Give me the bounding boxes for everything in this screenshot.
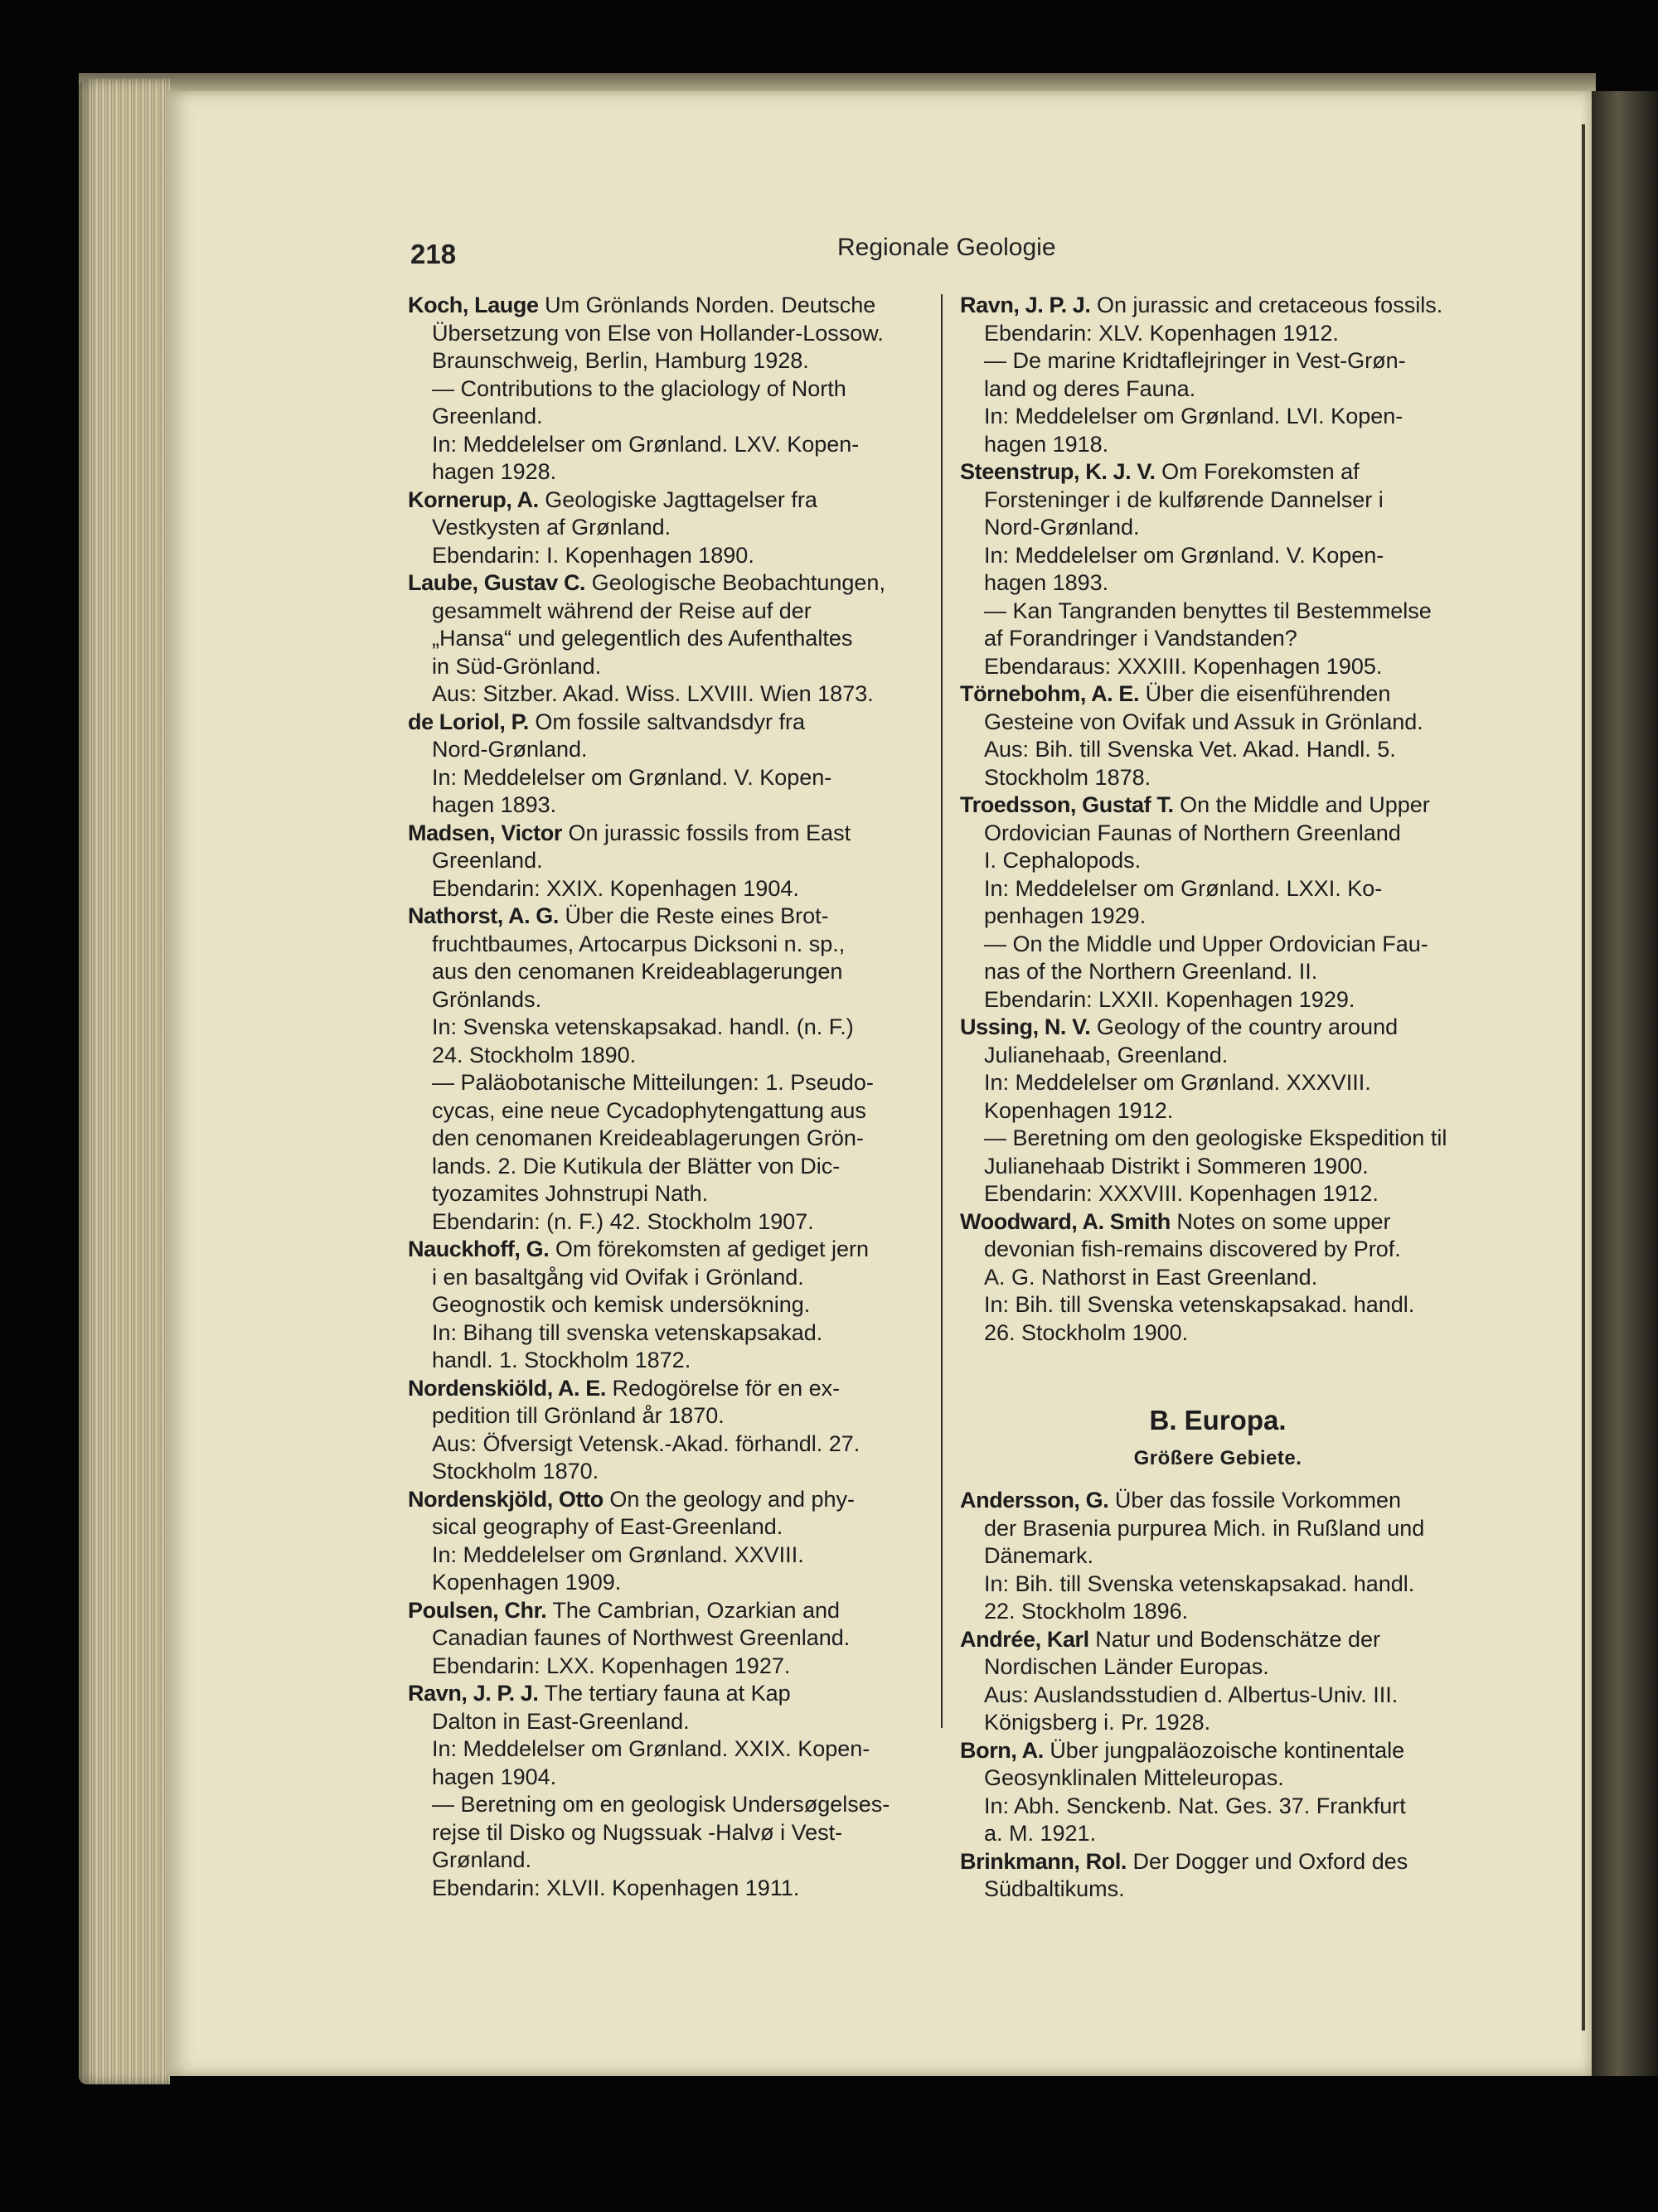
entry-text: Notes on some upper (1176, 1208, 1391, 1234)
entry-author: Steenstrup, K. J. V. (960, 459, 1156, 484)
entry-continuation-line (408, 1653, 926, 1681)
bibliography-entry (960, 1487, 1476, 1626)
entry-continuation-line (960, 1793, 1476, 1821)
entry-author: Madsen, Victor (408, 820, 562, 845)
entry-continuation-line (960, 764, 1476, 792)
entry-text: — Beretning om den geologiske Ekspedition til (984, 1125, 1447, 1150)
entry-continuation-line (960, 1264, 1476, 1292)
entry-continuation-line (960, 1653, 1476, 1682)
entry-text: Aus: Auslandsstudien d. Albertus-Univ. III. (984, 1682, 1399, 1707)
entry-text: Grønland. (432, 1847, 532, 1872)
entry-text: Ebendarin: XLV. Kopenhagen 1912. (984, 320, 1339, 346)
entry-author: Poulsen, Chr. (408, 1597, 547, 1623)
entry-text: Stockholm 1870. (432, 1459, 599, 1484)
entry-text: In: Bihang till svenska vetenskapsakad. (432, 1319, 823, 1345)
entry-text: 24. Stockholm 1890. (432, 1042, 637, 1067)
entry-text: Geosynklinalen Mitteleuropas. (984, 1765, 1284, 1790)
entry-continuation-line (960, 1291, 1476, 1319)
bibliography-entry (960, 292, 1476, 458)
entry-text: In: Meddelelser om Grønland. LXXI. Ko- (984, 875, 1383, 901)
entry-author: Andersson, G. (960, 1488, 1109, 1513)
entry-text: aus den cenomanen Kreideablagerungen (432, 959, 843, 984)
entry-text: Königsberg i. Pr. 1928. (984, 1710, 1211, 1735)
entry-first-line (960, 1208, 1476, 1237)
subsection-heading: Größere Gebiete. (1133, 1446, 1302, 1469)
entry-continuation-line (408, 1569, 926, 1597)
entry-text: — Kan Tangranden benyttes til Bestemmelse (984, 598, 1432, 623)
entry-text: Stockholm 1878. (984, 764, 1151, 790)
entry-first-line (408, 1680, 926, 1708)
entry-text: gesammelt während der Reise auf der (432, 598, 812, 623)
entry-text: Canadian faunes of Northwest Greenland. (432, 1625, 851, 1650)
entry-author: Ravn, J. P. J. (408, 1681, 539, 1706)
entry-continuation-line (960, 709, 1476, 737)
entry-continuation-line (960, 653, 1476, 681)
entry-text: In: Bih. till Svenska vetenskapsakad. handl. (984, 1571, 1415, 1596)
entry-text: in Süd-Grönland. (432, 653, 602, 679)
entry-text: Über das fossile Vorkommen (1114, 1488, 1402, 1513)
entry-continuation-line (408, 1513, 926, 1542)
entry-continuation-line (960, 1319, 1476, 1348)
entry-continuation-line (408, 1819, 926, 1847)
entry-text: Gesteine von Ovifak und Assuk in Grönland. (984, 709, 1423, 734)
entry-text: — Contributions to the glaciology of North (432, 375, 846, 401)
entry-continuation-line (408, 1014, 926, 1042)
bibliography-entry (960, 1626, 1476, 1737)
entry-continuation-line (960, 847, 1476, 875)
entry-text: hagen 1893. (984, 570, 1109, 595)
bibliography-entry (408, 1236, 926, 1375)
entry-continuation-line (408, 986, 926, 1014)
entry-continuation-line (960, 431, 1476, 459)
book-page-edges (79, 79, 170, 2084)
entry-text: pedition till Grönland år 1870. (432, 1403, 725, 1428)
bibliography-entry (408, 903, 926, 1236)
entry-text: Kopenhagen 1912. (984, 1097, 1174, 1123)
entry-first-line (960, 1487, 1476, 1515)
entry-continuation-line (408, 1347, 926, 1375)
entry-continuation-line (960, 736, 1476, 764)
bibliography-entry (408, 1375, 926, 1486)
entry-continuation-line (960, 320, 1476, 348)
entry-continuation-line (408, 958, 926, 986)
entry-continuation-line (960, 1069, 1476, 1097)
entry-continuation-line (408, 1791, 926, 1819)
entry-text: In: Meddelelser om Grønland. XXVIII. (432, 1542, 804, 1567)
entry-continuation-line (960, 1125, 1476, 1153)
entry-text: Geology of the country around (1096, 1014, 1399, 1039)
entry-continuation-line (960, 1764, 1476, 1793)
bibliography-entry (408, 1680, 926, 1902)
entry-text: In: Bih. till Svenska vetenskapsakad. handl. (984, 1292, 1415, 1317)
entry-author: Brinkmann, Rol. (960, 1848, 1127, 1874)
entry-text: Nordischen Länder Europas. (984, 1654, 1269, 1679)
bibliography-entry (408, 569, 926, 709)
entry-text: Über die Reste eines Brot- (565, 903, 829, 928)
entry-author: Woodward, A. Smith (960, 1208, 1171, 1234)
bibliography-entry (408, 1597, 926, 1681)
entry-continuation-line (960, 1042, 1476, 1070)
entry-continuation-line (408, 680, 926, 709)
entry-first-line (960, 292, 1476, 320)
entry-author: Troedsson, Gustaf T. (960, 792, 1174, 817)
bibliography-entry (408, 486, 926, 570)
entry-text: In: Meddelelser om Grønland. LVI. Kopen- (984, 404, 1403, 428)
entry-text: Übersetzung von Else von Hollander-Lossow. (432, 320, 884, 346)
entry-text: rejse til Disko og Nugssuak -Halvø i Vest- (432, 1819, 843, 1845)
bibliography-entry (408, 709, 926, 820)
entry-text: Julianehaab Distrikt i Sommeren 1900. (984, 1153, 1369, 1179)
entry-continuation-line (408, 653, 926, 681)
right-column (960, 292, 1476, 1904)
entry-text: On the Middle and Upper (1180, 792, 1430, 817)
entry-text: 26. Stockholm 1900. (984, 1319, 1189, 1345)
entry-continuation-line (960, 598, 1476, 626)
entry-first-line (408, 569, 926, 598)
entry-text: Grönlands. (432, 986, 542, 1012)
entry-continuation-line (408, 1735, 926, 1764)
entry-text: Ebendarin: LXXII. Kopenhagen 1929. (984, 986, 1355, 1012)
entry-text: Vestkysten af Grønland. (432, 515, 671, 540)
entry-first-line (408, 1486, 926, 1514)
entry-text: lands. 2. Die Kutikula der Blätter von Dic- (432, 1153, 841, 1179)
entry-continuation-line (408, 1847, 926, 1875)
entry-first-line (408, 292, 926, 320)
entry-continuation-line (408, 1097, 926, 1125)
entry-continuation-line (408, 598, 926, 626)
entry-continuation-line (408, 1708, 926, 1736)
entry-text: devonian fish-remains discovered by Prof. (984, 1237, 1401, 1261)
entry-text: hagen 1928. (432, 459, 557, 484)
entry-first-line (960, 1848, 1476, 1876)
page-header (410, 234, 1513, 275)
entry-continuation-line (960, 931, 1476, 959)
entry-first-line (408, 709, 926, 737)
entry-author: Nordenskiöld, A. E. (408, 1375, 606, 1401)
entry-continuation-line (408, 431, 926, 459)
entry-text: Nord-Grønland. (984, 515, 1140, 540)
entry-first-line (960, 791, 1476, 820)
entry-continuation-line (960, 347, 1476, 375)
entry-text: Ordovician Faunas of Northern Greenland (984, 820, 1401, 845)
entry-continuation-line (408, 1875, 926, 1903)
entry-text: Ebendarin: LXX. Kopenhagen 1927. (432, 1653, 791, 1678)
entry-continuation-line (408, 1208, 926, 1237)
entry-text: hagen 1918. (984, 431, 1109, 457)
entry-text: In: Abh. Senckenb. Nat. Ges. 37. Frankfurt (984, 1793, 1406, 1818)
entry-text: af Forandringer i Vandstanden? (984, 626, 1297, 651)
facing-page-edge (1592, 91, 1658, 2076)
entry-author: Kornerup, A. (408, 486, 539, 512)
entry-continuation-line (960, 542, 1476, 570)
bibliography-entry (960, 458, 1476, 680)
entry-text: Redogörelse för en ex- (612, 1375, 841, 1401)
entry-text: In: Meddelelser om Grønland. LXV. Kopen- (432, 431, 860, 457)
page-gutter (1582, 124, 1585, 2030)
entry-text: I. Cephalopods. (984, 848, 1142, 873)
section-heading: B. Europa. (1149, 1405, 1287, 1435)
entry-continuation-line (960, 1236, 1476, 1264)
entry-text: land og deres Fauna. (984, 375, 1196, 401)
entry-continuation-line (408, 1042, 926, 1070)
entry-continuation-line (960, 625, 1476, 653)
entry-continuation-line (408, 625, 926, 653)
entry-continuation-line (960, 1153, 1476, 1181)
entry-continuation-line (408, 403, 926, 431)
entry-text: On jurassic and cretaceous fossils. (1097, 293, 1443, 317)
entry-text: Über die eisenführenden (1145, 681, 1391, 706)
entry-text: Nord-Grønland. (432, 737, 588, 762)
entry-text: Forsteninger i de kulførende Dannelser i (984, 486, 1384, 512)
entry-text: In: Svenska vetenskapsakad. handl. (n. F.) (432, 1014, 854, 1039)
entry-continuation-line (960, 1598, 1476, 1626)
entry-text: — De marine Kridtaflejringer in Vest-Grøn- (984, 348, 1406, 373)
bibliography-entry (408, 820, 926, 903)
entry-author: Ravn, J. P. J. (960, 293, 1091, 317)
entry-text: Braunschweig, Berlin, Hamburg 1928. (432, 348, 809, 373)
entry-continuation-line (960, 986, 1476, 1014)
entry-text: Der Dogger und Oxford des (1132, 1848, 1408, 1874)
entry-text: Om fossile saltvandsdyr fra (535, 709, 805, 734)
entry-first-line (408, 820, 926, 848)
entry-continuation-line (960, 1515, 1476, 1543)
entry-text: — On the Middle und Upper Ordovician Fau- (984, 931, 1428, 956)
entry-text: In: Meddelelser om Grønland. V. Kopen- (984, 542, 1384, 568)
entry-text: Aus: Bih. till Svenska Vet. Akad. Handl. 5. (984, 737, 1396, 762)
entry-text: — Beretning om en geologisk Undersøgelses- (432, 1792, 890, 1817)
entry-continuation-line (408, 764, 926, 792)
entry-text: penhagen 1929. (984, 903, 1147, 928)
entry-text: Ebendarin: I. Kopenhagen 1890. (432, 542, 754, 568)
entry-author: de Loriol, P. (408, 709, 529, 734)
entry-continuation-line (408, 1069, 926, 1097)
entry-continuation-line (408, 1402, 926, 1430)
bibliography-entry (960, 791, 1476, 1014)
entry-author: Nauckhoff, G. (408, 1237, 550, 1261)
entry-text: Dalton in East-Greenland. (432, 1708, 690, 1734)
entry-continuation-line (960, 403, 1476, 431)
entry-continuation-line (408, 1458, 926, 1486)
entry-continuation-line (408, 1764, 926, 1792)
entry-text: Um Grönlands Norden. Deutsche (545, 293, 876, 317)
entry-first-line (408, 486, 926, 515)
entry-continuation-line (960, 820, 1476, 848)
entry-continuation-line (408, 320, 926, 348)
entry-continuation-line (960, 1820, 1476, 1848)
entry-continuation-line (408, 514, 926, 542)
entry-continuation-line (408, 1430, 926, 1459)
entry-first-line (960, 1737, 1476, 1765)
entry-text: Julianehaab, Greenland. (984, 1042, 1229, 1067)
bibliography-entry (408, 292, 926, 486)
entry-first-line (960, 1626, 1476, 1654)
bibliography-entry (960, 1848, 1476, 1904)
entry-continuation-line (408, 736, 926, 764)
entry-continuation-line (408, 1125, 926, 1153)
entry-text: handl. 1. Stockholm 1872. (432, 1348, 691, 1372)
entry-author: Laube, Gustav C. (408, 570, 586, 595)
entry-continuation-line (408, 1542, 926, 1570)
entry-first-line (960, 1014, 1476, 1042)
entry-text: „Hansa“ und gelegentlich des Aufenthaltes (432, 626, 853, 651)
entry-author: Born, A. (960, 1737, 1044, 1763)
entry-continuation-line (960, 903, 1476, 931)
entry-continuation-line (960, 958, 1476, 986)
entry-text: Om förekomsten af gediget jern (555, 1237, 870, 1261)
entry-continuation-line (408, 1264, 926, 1292)
entry-continuation-line (408, 1291, 926, 1319)
entry-first-line (408, 903, 926, 931)
page-number: 218 (410, 239, 457, 269)
entry-text: Südbaltikums. (984, 1876, 1125, 1901)
entry-continuation-line (408, 347, 926, 375)
entry-first-line (408, 1236, 926, 1264)
entry-text: The Cambrian, Ozarkian and (552, 1597, 841, 1623)
entry-text: Natur und Bodenschätze der (1095, 1626, 1380, 1652)
entry-continuation-line (408, 875, 926, 903)
entry-text: Ebendarin: XXIX. Kopenhagen 1904. (432, 875, 799, 901)
entry-text: Geognostik och kemisk undersökning. (432, 1292, 811, 1317)
entry-continuation-line (960, 375, 1476, 404)
entry-first-line (408, 1375, 926, 1403)
entry-author: Nordenskjöld, Otto (408, 1486, 604, 1512)
entry-text: In: Meddelelser om Grønland. XXXVIII. (984, 1070, 1371, 1095)
entry-author: Ussing, N. V. (960, 1014, 1091, 1039)
entry-continuation-line (408, 1180, 926, 1208)
entry-continuation-line (960, 1682, 1476, 1710)
entry-continuation-line (408, 847, 926, 875)
right-column-entries (960, 292, 1476, 1347)
entry-text: tyozamites Johnstrupi Nath. (432, 1181, 709, 1206)
column-divider (941, 294, 943, 1728)
entry-text: On jurassic fossils from East (568, 820, 851, 845)
entry-first-line (960, 680, 1476, 709)
entry-continuation-line (960, 1097, 1476, 1125)
entry-text: 22. Stockholm 1896. (984, 1599, 1189, 1624)
entry-author: Törnebohm, A. E. (960, 681, 1140, 706)
entry-text: In: Meddelelser om Grønland. V. Kopen- (432, 764, 832, 790)
entry-text: On the geology and phy- (609, 1486, 856, 1512)
entry-text: fruchtbaumes, Artocarpus Dicksoni n. sp., (432, 931, 846, 956)
entry-text: In: Meddelelser om Grønland. XXIX. Kopen- (432, 1736, 870, 1761)
entry-text: cycas, eine neue Cycadophytengattung aus (432, 1097, 866, 1123)
entry-continuation-line (408, 375, 926, 404)
bibliography-entry (960, 1208, 1476, 1348)
entry-continuation-line (408, 458, 926, 486)
entry-text: Ebendarin: XXXVIII. Kopenhagen 1912. (984, 1181, 1379, 1206)
entry-text: Greenland. (432, 848, 543, 873)
entry-text: Ebendarin: (n. F.) 42. Stockholm 1907. (432, 1208, 814, 1234)
entry-continuation-line (408, 1153, 926, 1181)
entry-continuation-line (408, 931, 926, 959)
entry-text: Om Forekomsten af (1161, 459, 1360, 484)
entry-continuation-line (960, 1542, 1476, 1571)
entry-continuation-line (960, 514, 1476, 542)
entry-text: hagen 1904. (432, 1764, 557, 1789)
europe-entries (960, 1487, 1476, 1904)
entry-continuation-line (408, 791, 926, 820)
entry-text: Aus: Sitzber. Akad. Wiss. LXVIII. Wien 1873. (432, 681, 874, 706)
entry-text: nas of the Northern Greenland. II. (984, 959, 1318, 984)
entry-text: Ebendarin: XLVII. Kopenhagen 1911. (432, 1875, 800, 1900)
entry-continuation-line (408, 1624, 926, 1653)
entry-author: Nathorst, A. G. (408, 903, 560, 928)
entry-first-line (960, 458, 1476, 486)
left-column (408, 292, 926, 1902)
entry-continuation-line (960, 1571, 1476, 1599)
bibliography-entry (960, 1014, 1476, 1208)
entry-text: hagen 1893. (432, 792, 557, 817)
entry-first-line (408, 1597, 926, 1625)
entry-text: Ebendaraus: XXXIII. Kopenhagen 1905. (984, 653, 1383, 679)
entry-text: Über jungpaläozoische kontinentale (1050, 1737, 1405, 1763)
entry-continuation-line (960, 486, 1476, 515)
entry-text: A. G. Nathorst in East Greenland. (984, 1264, 1318, 1290)
entry-text: der Brasenia purpurea Mich. in Rußland und (984, 1515, 1425, 1541)
bibliography-entry (408, 1486, 926, 1597)
entry-continuation-line (960, 1876, 1476, 1904)
entry-text: a. M. 1921. (984, 1821, 1097, 1846)
entry-author: Andrée, Karl (960, 1626, 1089, 1652)
entry-continuation-line (408, 542, 926, 570)
entry-text: Geologiske Jagttagelser fra (545, 486, 817, 512)
entry-text: Geologische Beobachtungen, (591, 570, 885, 595)
entry-continuation-line (960, 1180, 1476, 1208)
entry-text: den cenomanen Kreideablagerungen Grön- (432, 1125, 864, 1150)
entry-continuation-line (960, 569, 1476, 598)
running-title: Regionale Geologie (837, 234, 1056, 261)
entry-text: — Paläobotanische Mitteilungen: 1. Pseudo- (432, 1070, 874, 1095)
bibliography-entry (960, 680, 1476, 791)
entry-text: Aus: Öfversigt Vetensk.-Akad. förhandl. 27. (432, 1430, 861, 1456)
entry-text: Greenland. (432, 404, 543, 428)
entry-text: The tertiary fauna at Kap (544, 1681, 791, 1706)
entry-author: Koch, Lauge (408, 293, 539, 317)
entry-text: sical geography of East-Greenland. (432, 1514, 783, 1539)
bibliography-entry (960, 1737, 1476, 1848)
entry-text: Kopenhagen 1909. (432, 1570, 622, 1595)
entry-text: i en basaltgång vid Ovifak i Grönland. (432, 1264, 804, 1290)
entry-text: Dänemark. (984, 1543, 1094, 1568)
entry-continuation-line (960, 1709, 1476, 1737)
entry-continuation-line (960, 875, 1476, 903)
entry-continuation-line (408, 1319, 926, 1348)
